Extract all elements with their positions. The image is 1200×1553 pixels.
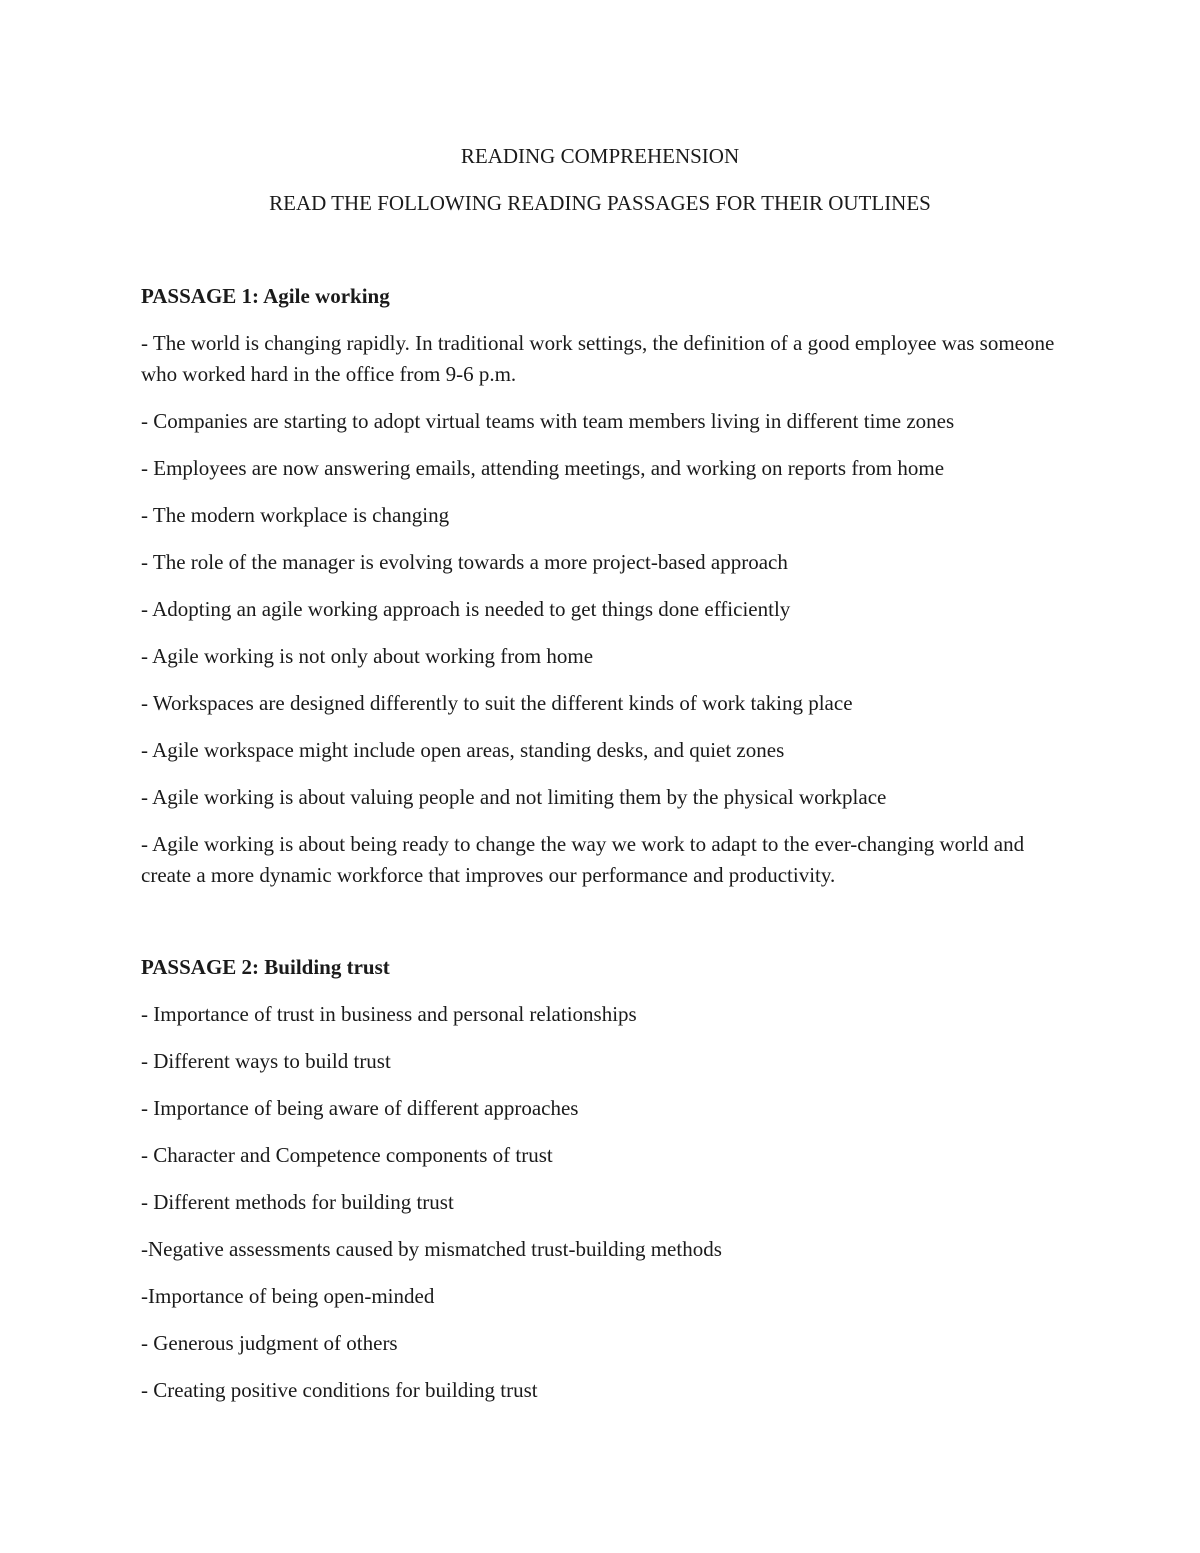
outline-item: - The modern workplace is changing [141,503,450,527]
outline-item: - The world is changing rapidly. In traditional work settings, the definition of a good employee was someone who worked hard in the office from 9-6 p.m. [141,331,1055,386]
passage-heading: PASSAGE 2: Building trust [141,955,390,979]
outline-item: - Agile workspace might include open areas, standing desks, and quiet zones [141,738,785,762]
passage-heading: PASSAGE 1: Agile working [141,284,390,308]
document-title: READING COMPREHENSION [460,144,740,168]
outline-item: - Agile working is about being ready to change the way we work to adapt to the ever-changing world and create a more dynamic workforce that improves our performance and productivity. [141,832,1025,887]
outline-item: - Employees are now answering emails, attending meetings, and working on reports from home [141,456,945,480]
outline-item: - The role of the manager is evolving towards a more project-based approach [141,550,788,574]
outline-item: -Importance of being open-minded [141,1284,435,1308]
outline-item: - Importance of trust in business and personal relationships [141,1002,637,1026]
passage-2 [141,952,1071,1422]
document-subtitle: READ THE FOLLOWING READING PASSAGES FOR THEIR OUTLINES [269,191,931,215]
outline-item: - Character and Competence components of trust [141,1143,553,1167]
outline-item: - Importance of being aware of different approaches [141,1096,579,1120]
passage-1 [141,281,1071,907]
outline-item: - Different ways to build trust [141,1049,391,1073]
outline-item: - Adopting an agile working approach is needed to get things done efficiently [141,597,791,621]
outline-item: - Agile working is not only about working from home [141,644,594,668]
outline-list [141,999,1071,1406]
outline-item: - Generous judgment of others [141,1331,398,1355]
outline-item: - Companies are starting to adopt virtual teams with team members living in different time zones [141,409,955,433]
outline-item: - Workspaces are designed differently to suit the different kinds of work taking place [141,691,853,715]
outline-item: - Creating positive conditions for building trust [141,1378,538,1402]
outline-list [141,328,1071,891]
outline-item: -Negative assessments caused by mismatched trust-building methods [141,1237,722,1261]
outline-item: - Different methods for building trust [141,1190,454,1214]
outline-item: - Agile working is about valuing people and not limiting them by the physical workplace [141,785,887,809]
